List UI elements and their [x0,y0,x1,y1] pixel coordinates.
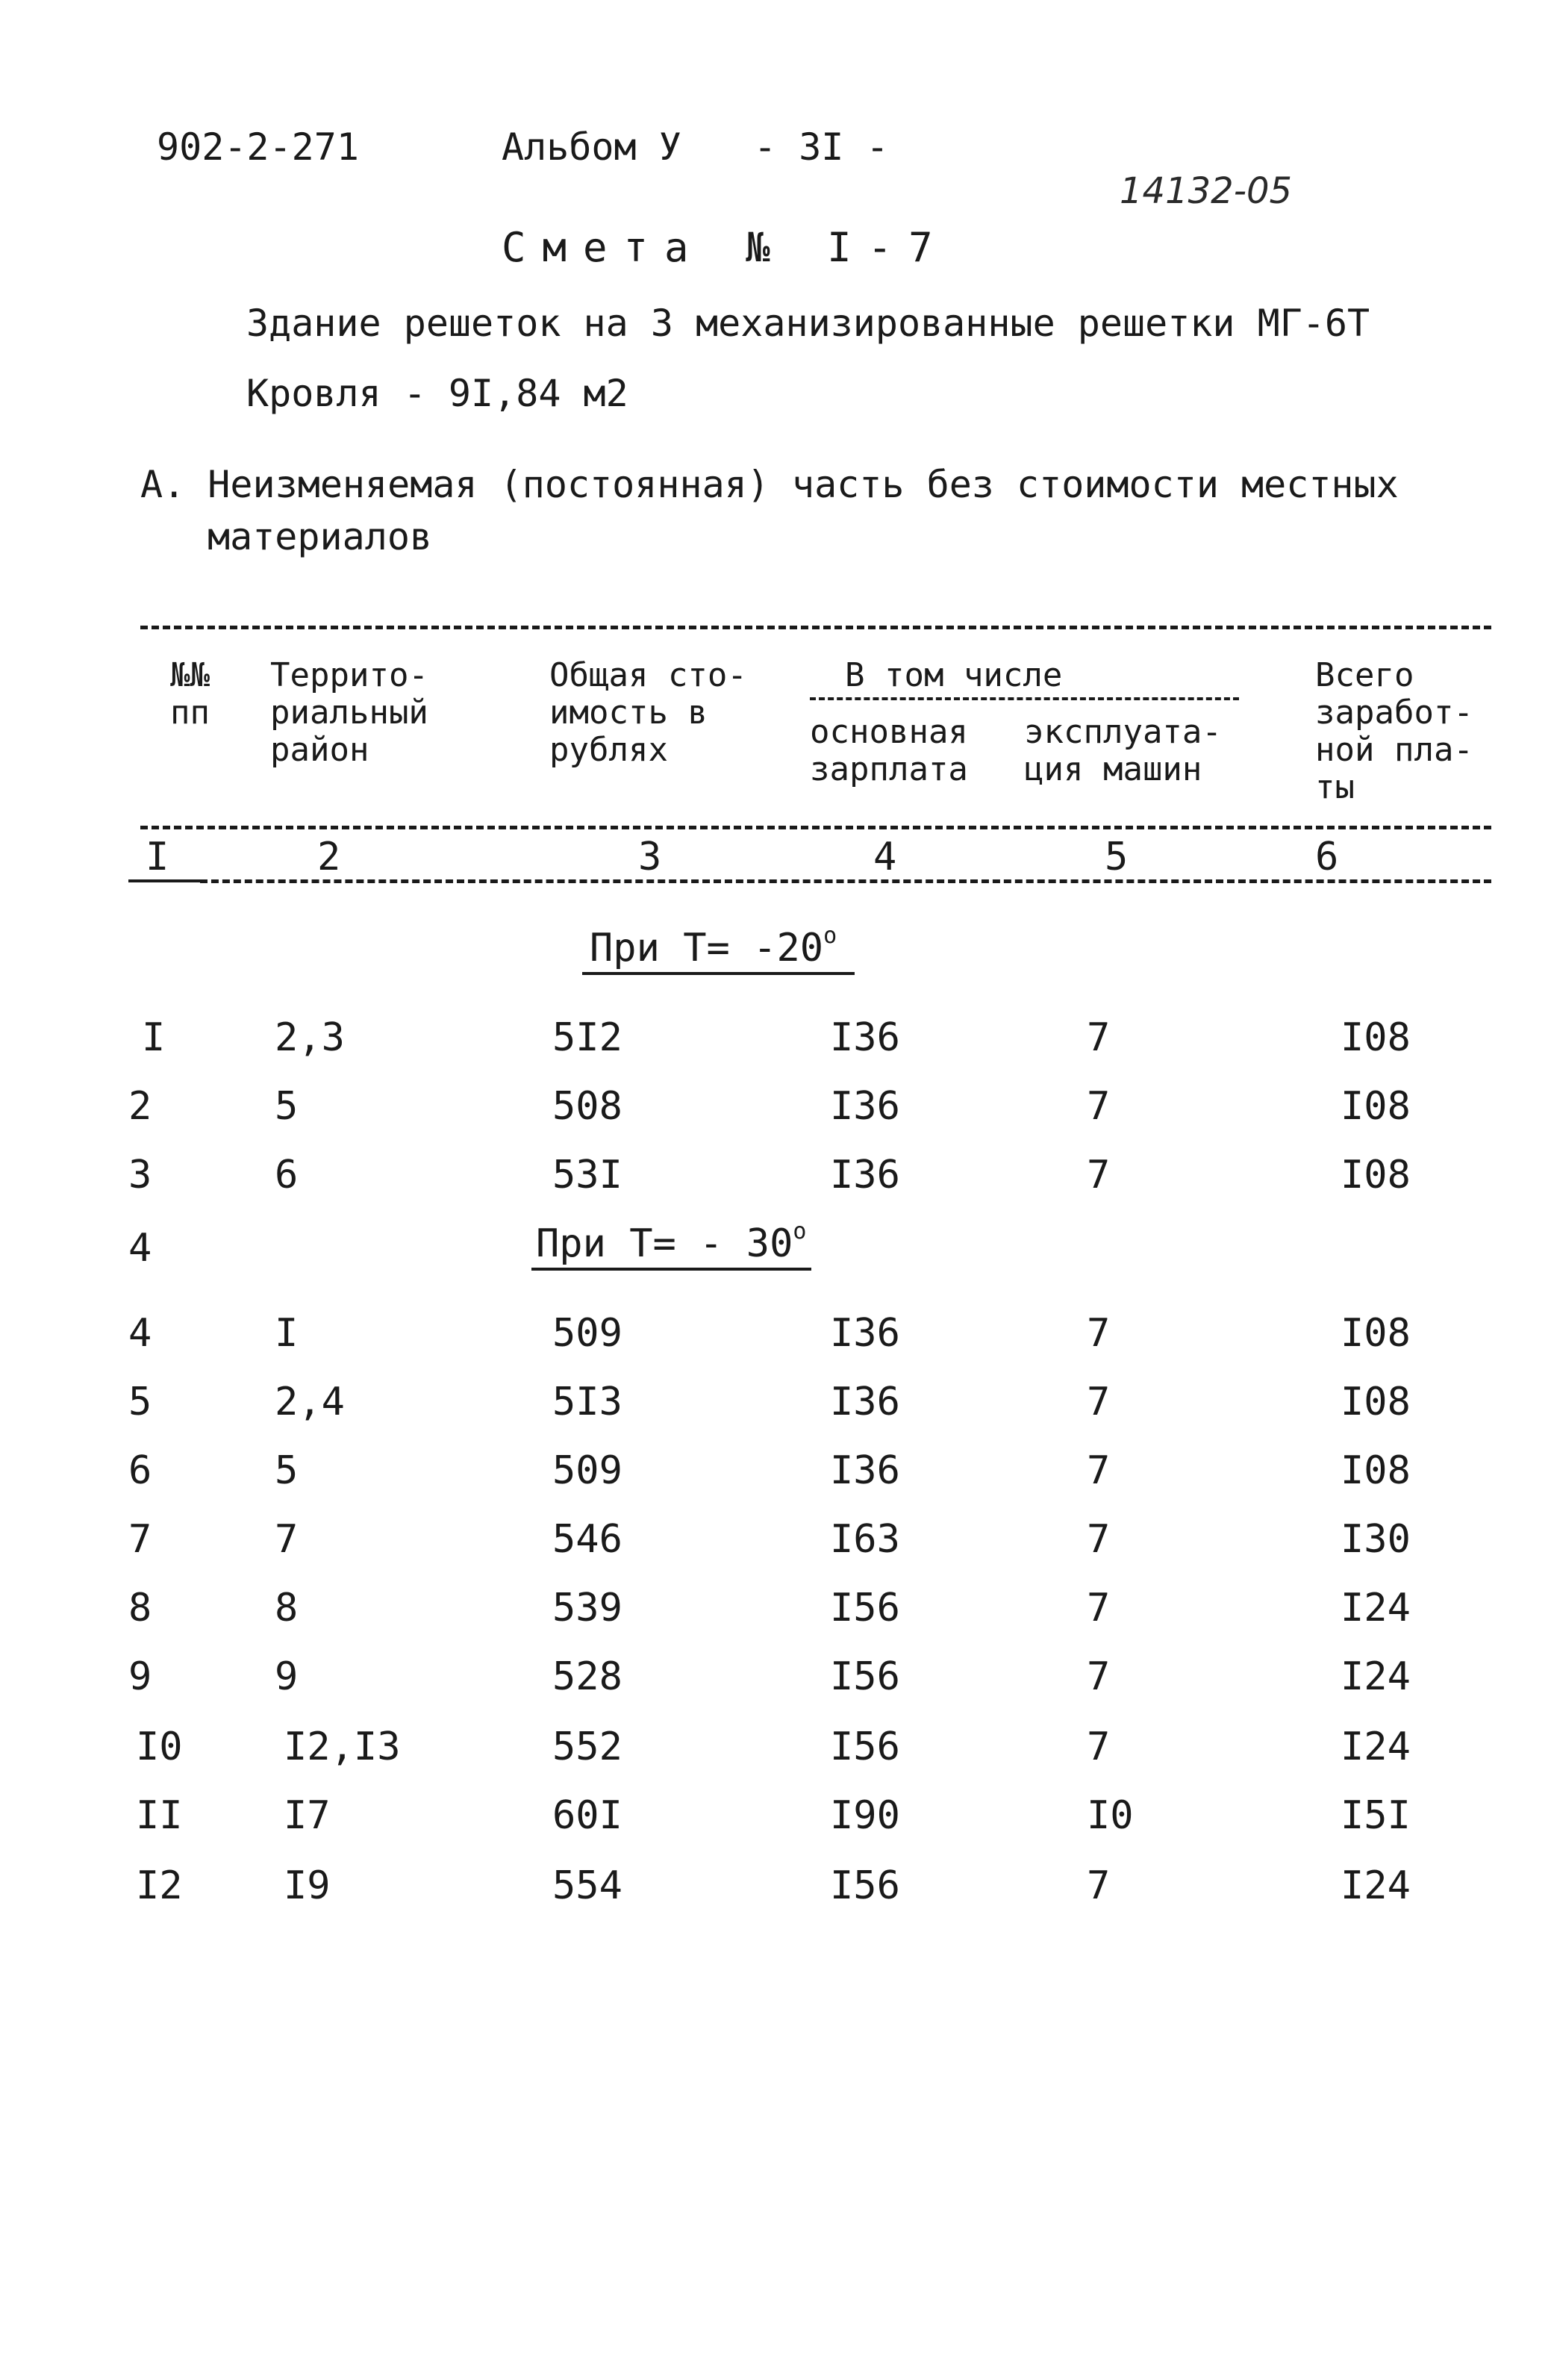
cell-district: 7 [275,1517,299,1562]
cell-wages: I24 [1341,1725,1411,1769]
cell-wages: I24 [1341,1863,1411,1908]
cell-machines: 7 [1087,1153,1111,1197]
cell-num: 2 [128,1084,152,1129]
cell-total: 5I2 [552,1015,622,1060]
header-district: Террито- риальный район [270,656,428,769]
including-underline [810,697,1239,700]
table-top-rule [140,626,1491,629]
col-number-underline [200,879,1491,883]
cell-wages: I08 [1341,1015,1411,1060]
cell-total: 509 [552,1311,622,1356]
header-machine-operation: эксплуата- ция машин [1024,713,1222,788]
cell-machines: 7 [1087,1725,1111,1769]
col-number-5: 5 [1105,835,1129,879]
section-heading-line2: материалов [207,515,433,558]
cell-wages: I08 [1341,1448,1411,1493]
handwritten-number: 14132-05 [1120,170,1293,212]
cell-machines: 7 [1087,1015,1111,1060]
cell-salary: I36 [830,1015,900,1060]
cell-num: I0 [136,1725,183,1769]
cell-num: 7 [128,1517,152,1562]
cell-salary: I36 [830,1084,900,1129]
cell-wages: I24 [1341,1654,1411,1699]
degree-mark: o [823,922,837,949]
col-number-underline-solid [128,879,200,882]
cell-salary: I36 [830,1311,900,1356]
cell-machines: 7 [1087,1311,1111,1356]
cell-total: 546 [552,1517,622,1562]
cell-total: 552 [552,1725,622,1769]
group2-underline [531,1268,811,1271]
cell-machines: 7 [1087,1380,1111,1424]
col-number-6: 6 [1315,835,1339,879]
doc-code: 902-2-271 [157,125,359,169]
group1-title: При Т= -20 [590,926,824,971]
cell-machines: 7 [1087,1586,1111,1630]
header-total-cost: Общая сто- имость в рублях [549,656,747,769]
cell-wages: I5I [1341,1793,1411,1838]
cell-total: 508 [552,1084,622,1129]
subtitle-roof: Кровля - 9I,84 м2 [246,372,628,415]
estimate-title: Смета № I-7 [502,224,949,271]
subtitle-building: Здание решеток на 3 механизированные решетки МГ-6Т [246,302,1370,345]
col-number-3: 3 [638,835,662,879]
col-number-2: 2 [317,835,341,879]
cell-salary: I56 [830,1725,900,1769]
header-including: В том числе [845,656,1063,694]
cell-wages: I08 [1341,1084,1411,1129]
col-number-4: 4 [873,835,897,879]
group2-heading [536,1218,807,1266]
cell-district: 2,3 [275,1015,345,1060]
cell-num: 5 [128,1380,152,1424]
cell-num: II [136,1793,183,1838]
cell-salary: I36 [830,1448,900,1493]
cell-salary: I56 [830,1654,900,1699]
cell-total: 539 [552,1586,622,1630]
header-bottom-rule [140,826,1491,829]
cell-district: 8 [275,1586,299,1630]
cell-wages: I30 [1341,1517,1411,1562]
cell-machines: 7 [1087,1654,1111,1699]
cell-num: I [142,1015,166,1060]
header-total-wages: Всего заработ- ной пла- ты [1315,656,1473,806]
cell-total: 5I3 [552,1380,622,1424]
cell-district: 5 [275,1084,299,1129]
cell-salary: I36 [830,1153,900,1197]
header-num: №№ пп [170,656,210,732]
cell-machines: 7 [1087,1517,1111,1562]
cell-total: 509 [552,1448,622,1493]
cell-machines: 7 [1087,1863,1111,1908]
cell-machines: I0 [1087,1793,1134,1838]
cell-machines: 7 [1087,1084,1111,1129]
header-base-salary: основная зарплата [810,713,968,788]
cell-total: 528 [552,1654,622,1699]
cell-district: 5 [275,1448,299,1493]
cell-salary: I90 [830,1793,900,1838]
cell-salary: I36 [830,1380,900,1424]
cell-num: 3 [128,1153,152,1197]
album-label: Альбом У [502,125,681,169]
page-number: - 3I - [754,125,889,169]
cell-wages: I08 [1341,1153,1411,1197]
cell-district: 6 [275,1153,299,1197]
cell-num: 4 [128,1311,152,1356]
cell-salary: I56 [830,1863,900,1908]
col-number-1: I [146,835,169,879]
cell-wages: I08 [1341,1311,1411,1356]
cell-district: I7 [284,1793,331,1838]
cell-salary: I63 [830,1517,900,1562]
cell-district: I [275,1311,299,1356]
section-heading-line1: А. Неизменяемая (постоянная) часть без стоимости местных [140,463,1399,506]
group1-heading [590,922,837,971]
cell-district: I9 [284,1863,331,1908]
group2-num: 4 [128,1226,152,1271]
cell-wages: I24 [1341,1586,1411,1630]
cell-district: 9 [275,1654,299,1699]
group1-underline [582,972,855,975]
cell-total: 554 [552,1863,622,1908]
cell-num: 6 [128,1448,152,1493]
cell-num: 8 [128,1586,152,1630]
cell-num: 9 [128,1654,152,1699]
cell-wages: I08 [1341,1380,1411,1424]
degree-mark: o [793,1218,807,1244]
cell-total: 53I [552,1153,622,1197]
cell-total: 60I [552,1793,622,1838]
cell-num: I2 [136,1863,183,1908]
group2-title: При Т= - 30 [536,1221,793,1266]
cell-machines: 7 [1087,1448,1111,1493]
cell-salary: I56 [830,1586,900,1630]
cell-district: 2,4 [275,1380,345,1424]
cell-district: I2,I3 [284,1725,401,1769]
